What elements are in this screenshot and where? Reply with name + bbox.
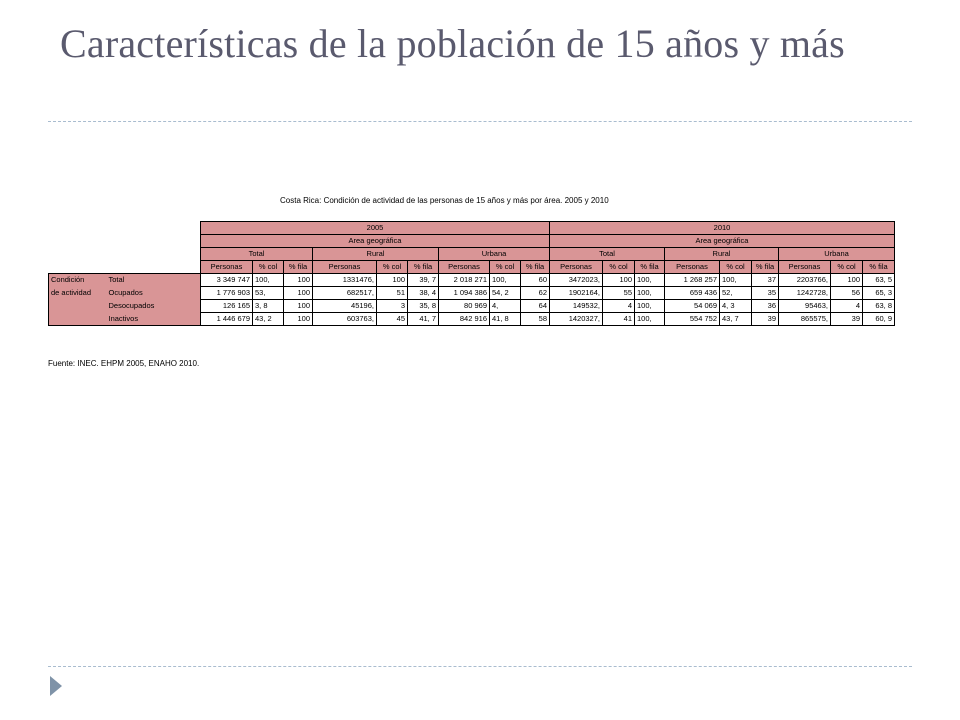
table-cell: 3, 8 [253,300,284,313]
area-header: Area geográfica [550,235,895,248]
column-subheader: Personas [313,261,377,274]
row-label: Inactivos [107,313,201,326]
column-subheader: % col [603,261,635,274]
table-cell: 41, 8 [490,313,521,326]
table-cell: 65, 3 [863,287,895,300]
column-subheader: Personas [439,261,490,274]
column-subheader: % fila [752,261,779,274]
area-total-header: Total [550,248,665,261]
table-cell: 2203766, [779,274,831,287]
table-cell: 41, 7 [408,313,439,326]
column-subheader: Personas [550,261,603,274]
column-subheader: Personas [779,261,831,274]
table-cell: 126 165 [201,300,253,313]
table-cell: 3 349 747 [201,274,253,287]
title-divider [48,121,912,122]
table-cell: 43, 7 [720,313,752,326]
area-total-header: Total [201,248,313,261]
table-cell: 100 [284,300,313,313]
table-cell: 1 776 903 [201,287,253,300]
area-header-row [49,235,895,248]
table-cell: 1242728, [779,287,831,300]
column-subheader: % col [377,261,408,274]
empty-corner [49,235,201,248]
table-cell: 2 018 271 [439,274,490,287]
table-cell: 63, 5 [863,274,895,287]
area-rural-header: Rural [665,248,779,261]
row-group-label: Condición [49,274,107,287]
column-subheader: % fila [521,261,550,274]
table-row [49,300,895,313]
footer-divider [48,666,912,667]
year-header-row [49,222,895,235]
table-cell: 4, 3 [720,300,752,313]
table-cell: 35, 8 [408,300,439,313]
table-cell: 4 [603,300,635,313]
area-name-row [49,248,895,261]
table-cell: 100, [253,274,284,287]
table-cell: 1420327, [550,313,603,326]
table-cell: 100, [490,274,521,287]
column-subheader: % col [253,261,284,274]
table-cell: 60, 9 [863,313,895,326]
data-table [48,221,895,326]
year-header: 2010 [550,222,895,235]
table-cell: 4 [831,300,863,313]
table-cell: 54 069 [665,300,720,313]
table-caption: Costa Rica: Condición de actividad de las personas de 15 años y más por área. 2005 y 2010 [280,196,609,205]
column-subheader: Personas [665,261,720,274]
table-cell: 100, [635,300,665,313]
empty-corner [49,222,201,235]
table-cell: 603763, [313,313,377,326]
table-cell: 100 [284,313,313,326]
column-subheader: Personas [201,261,253,274]
table-cell: 39 [831,313,863,326]
table-cell: 95463, [779,300,831,313]
table-cell: 554 752 [665,313,720,326]
table-cell: 682517, [313,287,377,300]
table-row [49,274,895,287]
table-cell: 51 [377,287,408,300]
area-urbana-header: Urbana [779,248,895,261]
table-cell: 100, [635,287,665,300]
table-source-note: Fuente: INEC. EHPM 2005, ENAHO 2010. [48,359,200,368]
table-cell: 1902164, [550,287,603,300]
column-subheader: % col [720,261,752,274]
row-label: Desocupados [107,300,201,313]
table-cell: 45 [377,313,408,326]
table-cell: 149532, [550,300,603,313]
table-cell: 45196, [313,300,377,313]
row-group-label [49,313,107,326]
table-cell: 58 [521,313,550,326]
empty-corner [49,261,201,274]
column-subheader: % fila [863,261,895,274]
table-cell: 56 [831,287,863,300]
table-row [49,313,895,326]
row-group-label: de actividad [49,287,107,300]
table-cell: 52, [720,287,752,300]
table-cell: 100 [284,287,313,300]
table-cell: 37 [752,274,779,287]
table-cell: 100, [720,274,752,287]
table-cell: 39 [752,313,779,326]
row-group-label [49,300,107,313]
table-cell: 842 916 [439,313,490,326]
table-cell: 865575, [779,313,831,326]
table-cell: 62 [521,287,550,300]
row-label: Ocupados [107,287,201,300]
table-cell: 3472023, [550,274,603,287]
table-cell: 1 268 257 [665,274,720,287]
table-cell: 41 [603,313,635,326]
table-cell: 3 [377,300,408,313]
table-cell: 35 [752,287,779,300]
table-body [49,274,895,326]
table-cell: 55 [603,287,635,300]
table-cell: 100 [831,274,863,287]
table-cell: 43, 2 [253,313,284,326]
column-subheader: % fila [635,261,665,274]
table-cell: 1 094 386 [439,287,490,300]
table-cell: 100 [284,274,313,287]
table-cell: 4, [490,300,521,313]
table-cell: 39, 7 [408,274,439,287]
area-rural-header: Rural [313,248,439,261]
table-cell: 80 969 [439,300,490,313]
area-urbana-header: Urbana [439,248,550,261]
table-cell: 64 [521,300,550,313]
column-subheader-row [49,261,895,274]
table-cell: 100, [635,274,665,287]
table-cell: 60 [521,274,550,287]
triangle-right-icon [50,676,62,696]
table-cell: 100, [635,313,665,326]
table-cell: 36 [752,300,779,313]
table-cell: 54, 2 [490,287,521,300]
table-cell: 659 436 [665,287,720,300]
column-subheader: % fila [408,261,439,274]
table-row [49,287,895,300]
table-cell: 100 [377,274,408,287]
year-header: 2005 [201,222,550,235]
table-cell: 100 [603,274,635,287]
table-cell: 1331476, [313,274,377,287]
table-cell: 1 446 679 [201,313,253,326]
column-subheader: % fila [284,261,313,274]
empty-corner [49,248,201,261]
area-header: Area geográfica [201,235,550,248]
slide-title: Características de la población de 15 años y más [60,21,845,66]
table-cell: 63, 8 [863,300,895,313]
table-cell: 38, 4 [408,287,439,300]
table-cell: 53, [253,287,284,300]
column-subheader: % col [490,261,521,274]
column-subheader: % col [831,261,863,274]
row-label: Total [107,274,201,287]
